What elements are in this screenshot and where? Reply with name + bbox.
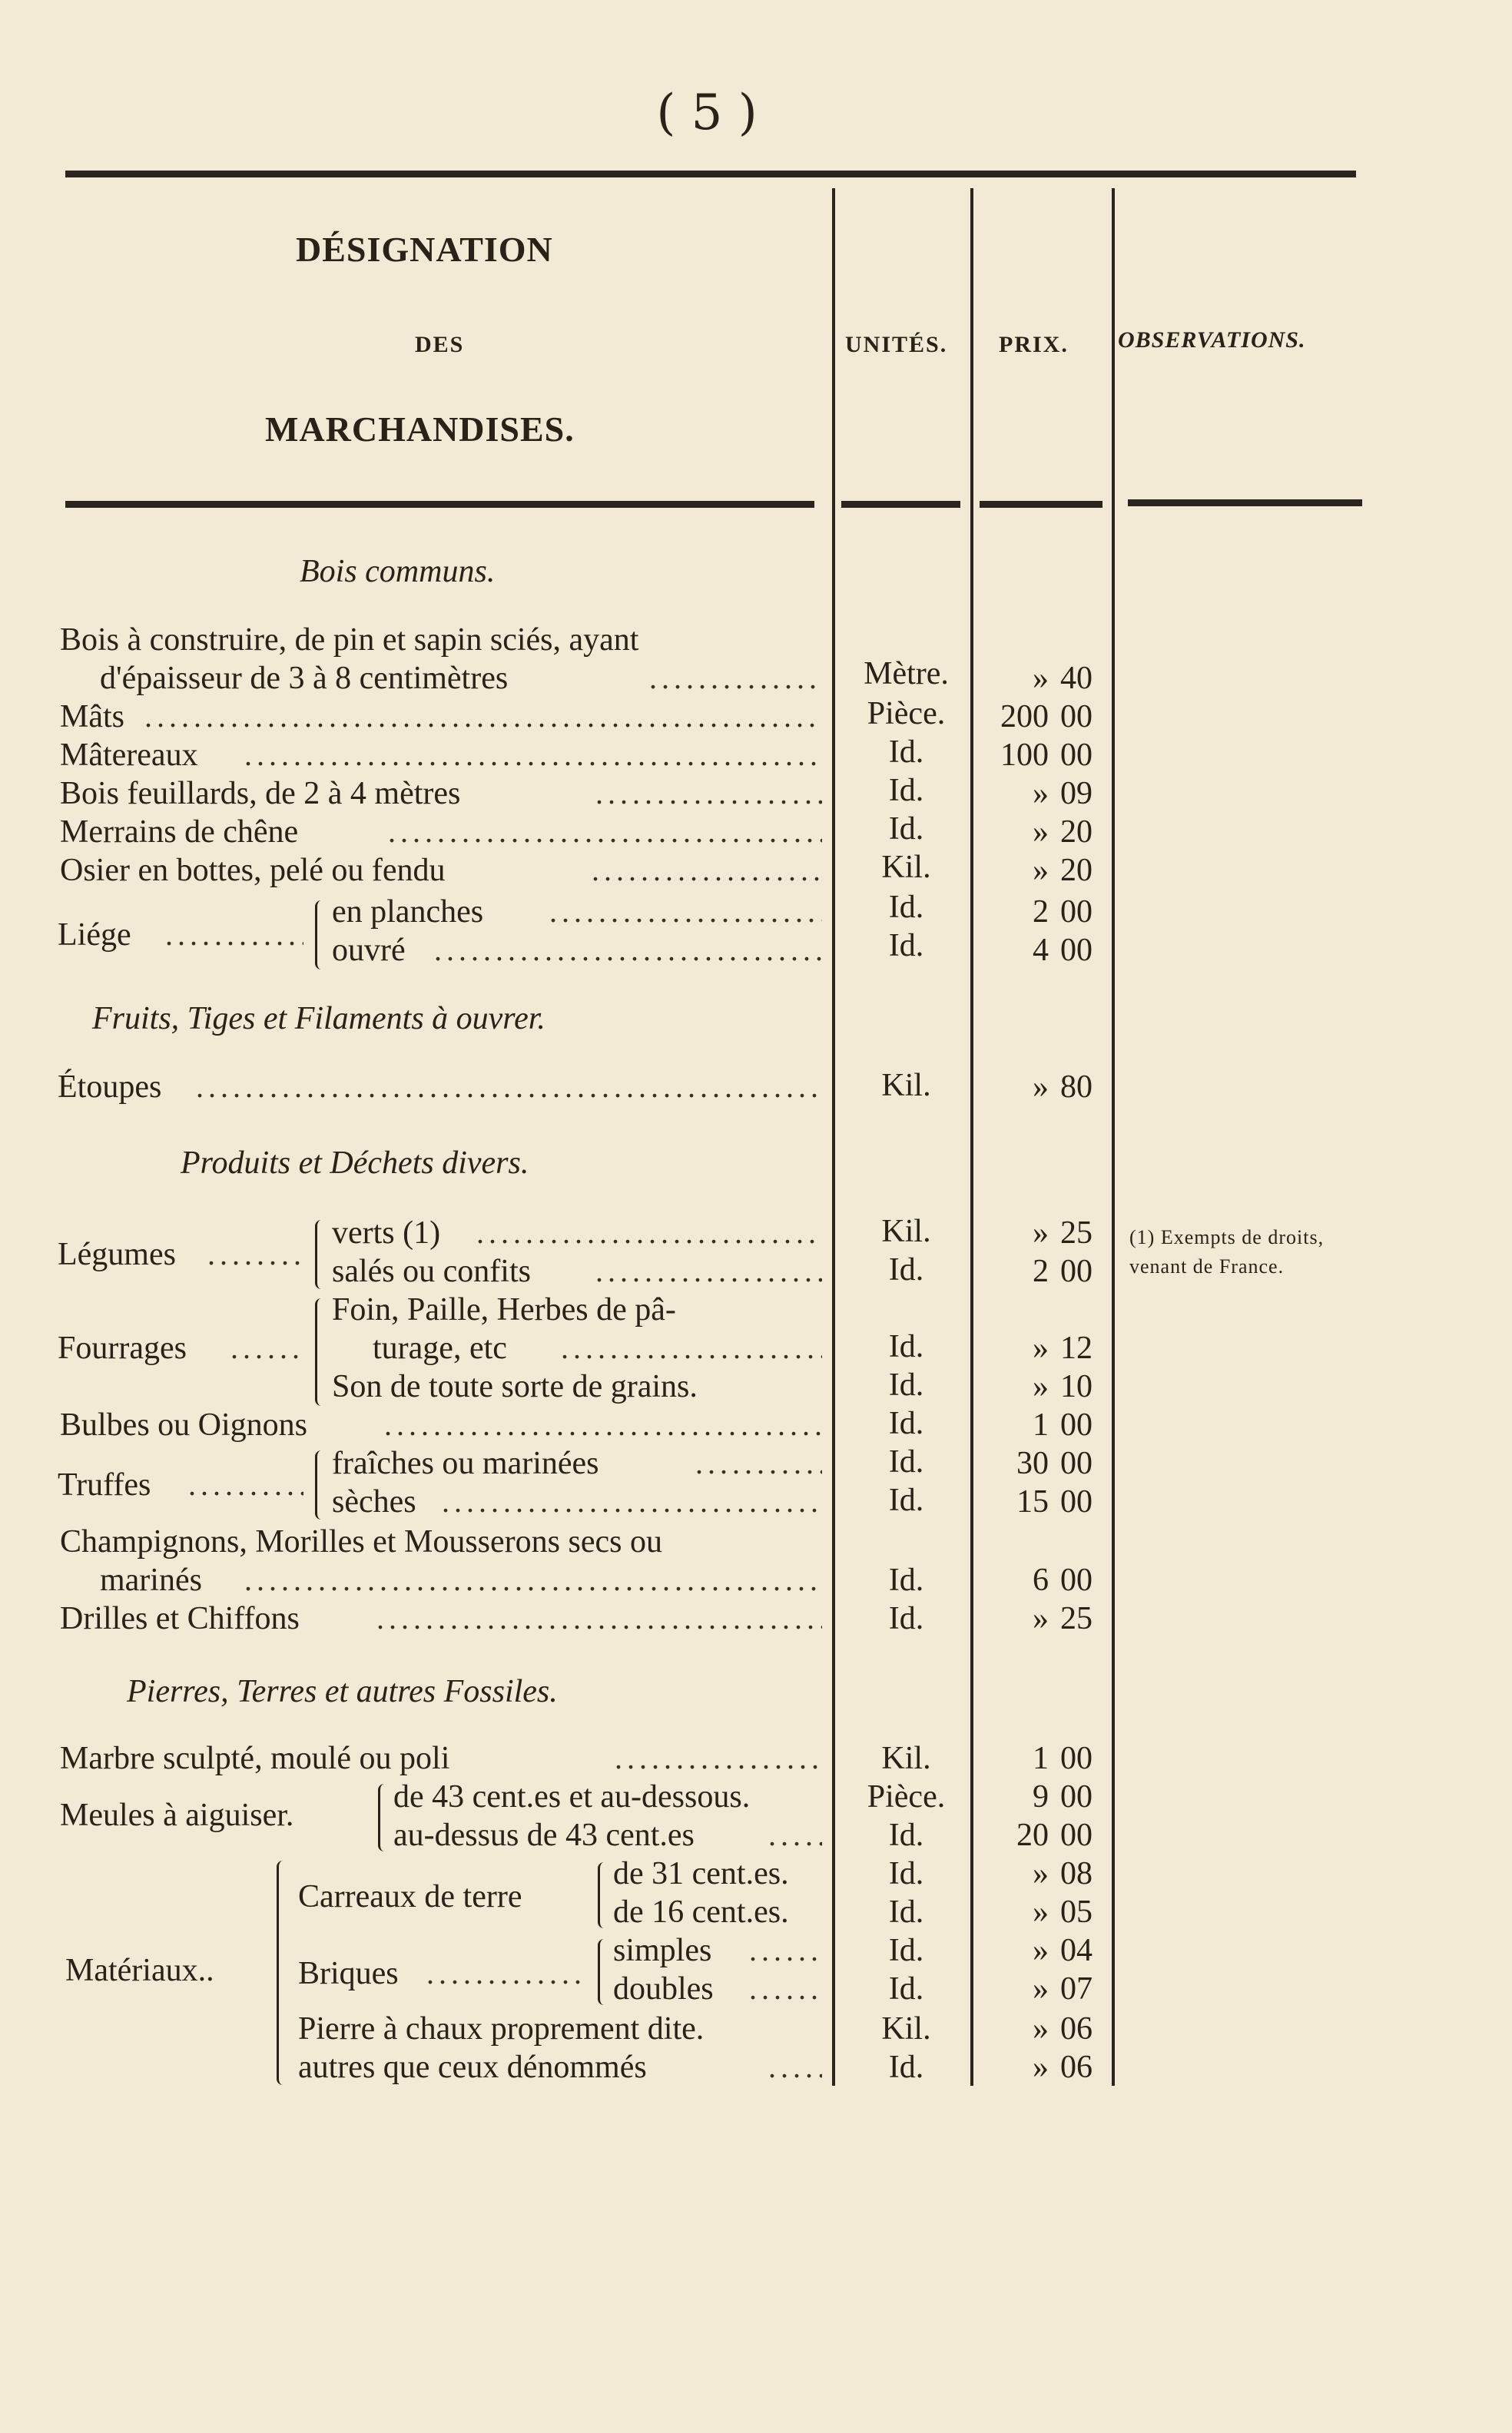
item-label: autres que ceux dénommés xyxy=(298,2050,647,2085)
price-cents: 00 xyxy=(1060,1779,1093,1815)
leader-dots xyxy=(388,813,822,851)
unit-cell: Id. xyxy=(888,890,924,925)
leader-dots xyxy=(549,893,822,931)
unit-cell: Kil. xyxy=(881,1068,931,1103)
price-cents: 25 xyxy=(1060,1601,1093,1636)
price-cents: 07 xyxy=(1060,1971,1093,2007)
unit-cell: Pièce. xyxy=(867,1779,946,1815)
group-label: Liége xyxy=(58,917,131,953)
price-francs: 1 xyxy=(1033,1407,1049,1443)
leader-dots xyxy=(244,736,822,774)
header-designation: DÉSIGNATION xyxy=(296,230,553,269)
price-francs: » xyxy=(1033,1971,1049,2007)
unit-cell: Id. xyxy=(888,1252,924,1288)
header-rule-designation xyxy=(65,501,814,508)
leader-dots xyxy=(695,1444,822,1483)
leader-dots xyxy=(244,1561,822,1599)
unit-cell: Kil. xyxy=(881,1741,931,1776)
leader-dots xyxy=(426,1954,588,1993)
price-cents: 10 xyxy=(1060,1369,1093,1404)
price-francs: » xyxy=(1033,1601,1049,1636)
item-label: Mâts xyxy=(60,699,124,734)
header-des: DES xyxy=(415,332,465,357)
item-label: fraîches ou marinées xyxy=(332,1446,599,1481)
price-francs: 1 xyxy=(1033,1741,1049,1776)
group-label: Truffes xyxy=(58,1467,151,1503)
price-francs: 30 xyxy=(1016,1446,1049,1481)
header-prix: PRIX. xyxy=(999,332,1069,357)
group-label: Fourrages xyxy=(58,1331,187,1366)
section-title: Bois communs. xyxy=(300,554,496,589)
leader-dots xyxy=(442,1483,822,1521)
price-francs: » xyxy=(1033,853,1049,888)
price-cents: 25 xyxy=(1060,1215,1093,1251)
price-francs: » xyxy=(1033,1933,1049,1968)
unit-cell: Id. xyxy=(888,1406,924,1441)
unit-cell: Id. xyxy=(888,1444,924,1480)
item-label: de 43 cent.es et au-dessous. xyxy=(393,1779,751,1815)
item-label: au-dessus de 43 cent.es xyxy=(393,1818,695,1853)
item-label: de 16 cent.es. xyxy=(613,1894,789,1930)
item-label-line1: Champignons, Morilles et Mousserons secs ou xyxy=(60,1524,662,1560)
unit-cell: Id. xyxy=(888,734,924,770)
section-title: Pierres, Terres et autres Fossiles. xyxy=(127,1674,558,1709)
item-label: Merrains de chêne xyxy=(60,814,299,850)
item-label-line2: d'épaisseur de 3 à 8 centimètres xyxy=(100,661,509,696)
price-cents: 20 xyxy=(1060,814,1093,850)
price-cents: 00 xyxy=(1060,933,1093,968)
observation-note: (1) Exempts de droits, venant de France. xyxy=(1129,1226,1325,1278)
brace xyxy=(378,1784,388,1851)
price-francs: 9 xyxy=(1033,1779,1049,1815)
brace xyxy=(315,1298,325,1406)
price-cents: 05 xyxy=(1060,1894,1093,1930)
price-cents: 12 xyxy=(1060,1331,1093,1366)
leader-dots xyxy=(649,659,822,698)
leader-dots xyxy=(749,1931,822,1970)
item-label: Bois feuillards, de 2 à 4 mètres xyxy=(60,776,461,811)
group-label: Matériaux.. xyxy=(65,1953,214,1988)
price-cents: 06 xyxy=(1060,2050,1093,2085)
leader-dots xyxy=(165,916,303,954)
price-francs: » xyxy=(1033,1369,1049,1404)
price-cents: 00 xyxy=(1060,738,1093,773)
brace xyxy=(315,1220,325,1289)
leader-dots xyxy=(376,1599,822,1638)
header-rule-unites xyxy=(841,501,960,508)
column-line-1 xyxy=(832,188,835,2086)
leader-dots xyxy=(434,931,822,970)
price-francs: 100 xyxy=(1000,738,1049,773)
item-label: Étoupes xyxy=(58,1069,162,1105)
brace xyxy=(598,1862,608,1928)
unit-cell: Id. xyxy=(888,811,924,847)
item-label: Marbre sculpté, moulé ou poli xyxy=(60,1741,450,1776)
unit-cell: Id. xyxy=(888,773,924,808)
item-label: Osier en bottes, pelé ou fendu xyxy=(60,853,446,888)
unit-cell: Id. xyxy=(888,1856,924,1891)
item-label-line2: marinés xyxy=(100,1563,202,1598)
unit-cell: Id. xyxy=(888,1971,924,2007)
price-francs: 200 xyxy=(1000,699,1049,734)
unit-cell: Id. xyxy=(888,2050,924,2085)
price-cents: 00 xyxy=(1060,1818,1093,1853)
leader-dots xyxy=(615,1739,822,1778)
header-rule-prix xyxy=(980,501,1102,508)
price-cents: 04 xyxy=(1060,1933,1093,1968)
item-label: de 31 cent.es. xyxy=(613,1856,789,1891)
item-label: verts (1) xyxy=(332,1215,441,1251)
price-cents: 00 xyxy=(1060,699,1093,734)
header-rule-observations xyxy=(1128,499,1362,506)
price-francs: 15 xyxy=(1016,1484,1049,1520)
price-cents: 00 xyxy=(1060,1254,1093,1289)
item-label: Bulbes ou Oignons xyxy=(60,1407,308,1443)
leader-dots xyxy=(188,1466,303,1504)
price-francs: » xyxy=(1033,661,1049,696)
header-observations: OBSERVATIONS. xyxy=(1118,327,1306,353)
unit-cell: Kil. xyxy=(881,2011,931,2047)
brace xyxy=(315,900,325,970)
price-francs: » xyxy=(1033,814,1049,850)
price-francs: » xyxy=(1033,1215,1049,1251)
price-francs: » xyxy=(1033,1069,1049,1105)
item-label: sèches xyxy=(332,1484,416,1520)
leader-dots xyxy=(768,1816,822,1855)
price-cents: 00 xyxy=(1060,894,1093,930)
section-title: Fruits, Tiges et Filaments à ouvrer. xyxy=(92,1001,545,1036)
price-francs: 20 xyxy=(1016,1818,1049,1853)
unit-cell: Id. xyxy=(888,1818,924,1853)
item-label: ouvré xyxy=(332,933,406,968)
subgroup-label: Carreaux de terre xyxy=(298,1879,522,1914)
price-cents: 00 xyxy=(1060,1446,1093,1481)
unit-cell: Pièce. xyxy=(867,696,946,731)
unit-cell: Kil. xyxy=(881,850,931,885)
leader-dots xyxy=(230,1329,303,1367)
price-francs: » xyxy=(1033,2050,1049,2085)
item-label-line2: turage, etc xyxy=(373,1331,507,1366)
price-francs: » xyxy=(1033,1856,1049,1891)
leader-dots xyxy=(561,1329,822,1367)
leader-dots xyxy=(384,1406,822,1444)
leader-dots xyxy=(196,1068,822,1106)
unit-cell: Kil. xyxy=(881,1214,931,1249)
unit-cell: Id. xyxy=(888,1894,924,1930)
price-cents: 40 xyxy=(1060,661,1093,696)
price-cents: 00 xyxy=(1060,1407,1093,1443)
leader-dots xyxy=(592,851,822,890)
price-francs: 4 xyxy=(1033,933,1049,968)
top-rule xyxy=(65,171,1356,177)
price-cents: 80 xyxy=(1060,1069,1093,1105)
leader-dots xyxy=(768,2048,822,2087)
price-francs: » xyxy=(1033,776,1049,811)
unit-cell: Id. xyxy=(888,1601,924,1636)
unit-cell: Id. xyxy=(888,1367,924,1403)
unit-cell: Id. xyxy=(888,1563,924,1598)
unit-cell: Id. xyxy=(888,1329,924,1364)
page-number: ( 5 ) xyxy=(656,85,758,141)
price-francs: » xyxy=(1033,1894,1049,1930)
subgroup-label: Briques xyxy=(298,1956,399,1991)
leader-dots xyxy=(749,1970,822,2008)
item-label: salés ou confits xyxy=(332,1254,531,1289)
price-francs: 2 xyxy=(1033,894,1049,930)
item-label: Son de toute sorte de grains. xyxy=(332,1369,698,1404)
unit-cell: Id. xyxy=(888,1483,924,1518)
price-cents: 00 xyxy=(1060,1563,1093,1598)
item-label: en planches xyxy=(332,894,484,930)
item-label: Pierre à chaux proprement dite. xyxy=(298,2011,705,2047)
price-cents: 06 xyxy=(1060,2011,1093,2047)
unit-cell: Id. xyxy=(888,1933,924,1968)
section-title: Produits et Déchets divers. xyxy=(181,1145,529,1181)
price-francs: » xyxy=(1033,2011,1049,2047)
price-cents: 09 xyxy=(1060,776,1093,811)
leader-dots xyxy=(595,774,822,813)
price-cents: 00 xyxy=(1060,1741,1093,1776)
price-cents: 00 xyxy=(1060,1484,1093,1520)
price-francs: 2 xyxy=(1033,1254,1049,1289)
price-francs: » xyxy=(1033,1331,1049,1366)
price-francs: 6 xyxy=(1033,1563,1049,1598)
header-marchandises: MARCHANDISES. xyxy=(265,409,575,449)
group-label: Légumes xyxy=(58,1237,176,1272)
group-label: Meules à aiguiser. xyxy=(60,1798,294,1833)
item-label-line1: Bois à construire, de pin et sapin sciés, ayant xyxy=(60,622,639,658)
item-label: Mâtereaux xyxy=(60,738,198,773)
price-cents: 08 xyxy=(1060,1856,1093,1891)
leader-dots xyxy=(476,1214,822,1252)
item-label: doubles xyxy=(613,1971,714,2007)
item-label-line1: Foin, Paille, Herbes de pâ- xyxy=(332,1292,676,1328)
leader-dots xyxy=(144,698,822,736)
unit-cell: Mètre. xyxy=(864,656,949,691)
item-label: Drilles et Chiffons xyxy=(60,1601,300,1636)
brace xyxy=(277,1861,287,2085)
brace xyxy=(315,1450,325,1520)
item-label: simples xyxy=(613,1933,712,1968)
unit-cell: Id. xyxy=(888,928,924,963)
header-unites: UNITÉS. xyxy=(845,332,948,357)
leader-dots xyxy=(207,1235,303,1274)
leader-dots xyxy=(595,1252,822,1291)
brace xyxy=(598,1939,608,2005)
price-cents: 20 xyxy=(1060,853,1093,888)
